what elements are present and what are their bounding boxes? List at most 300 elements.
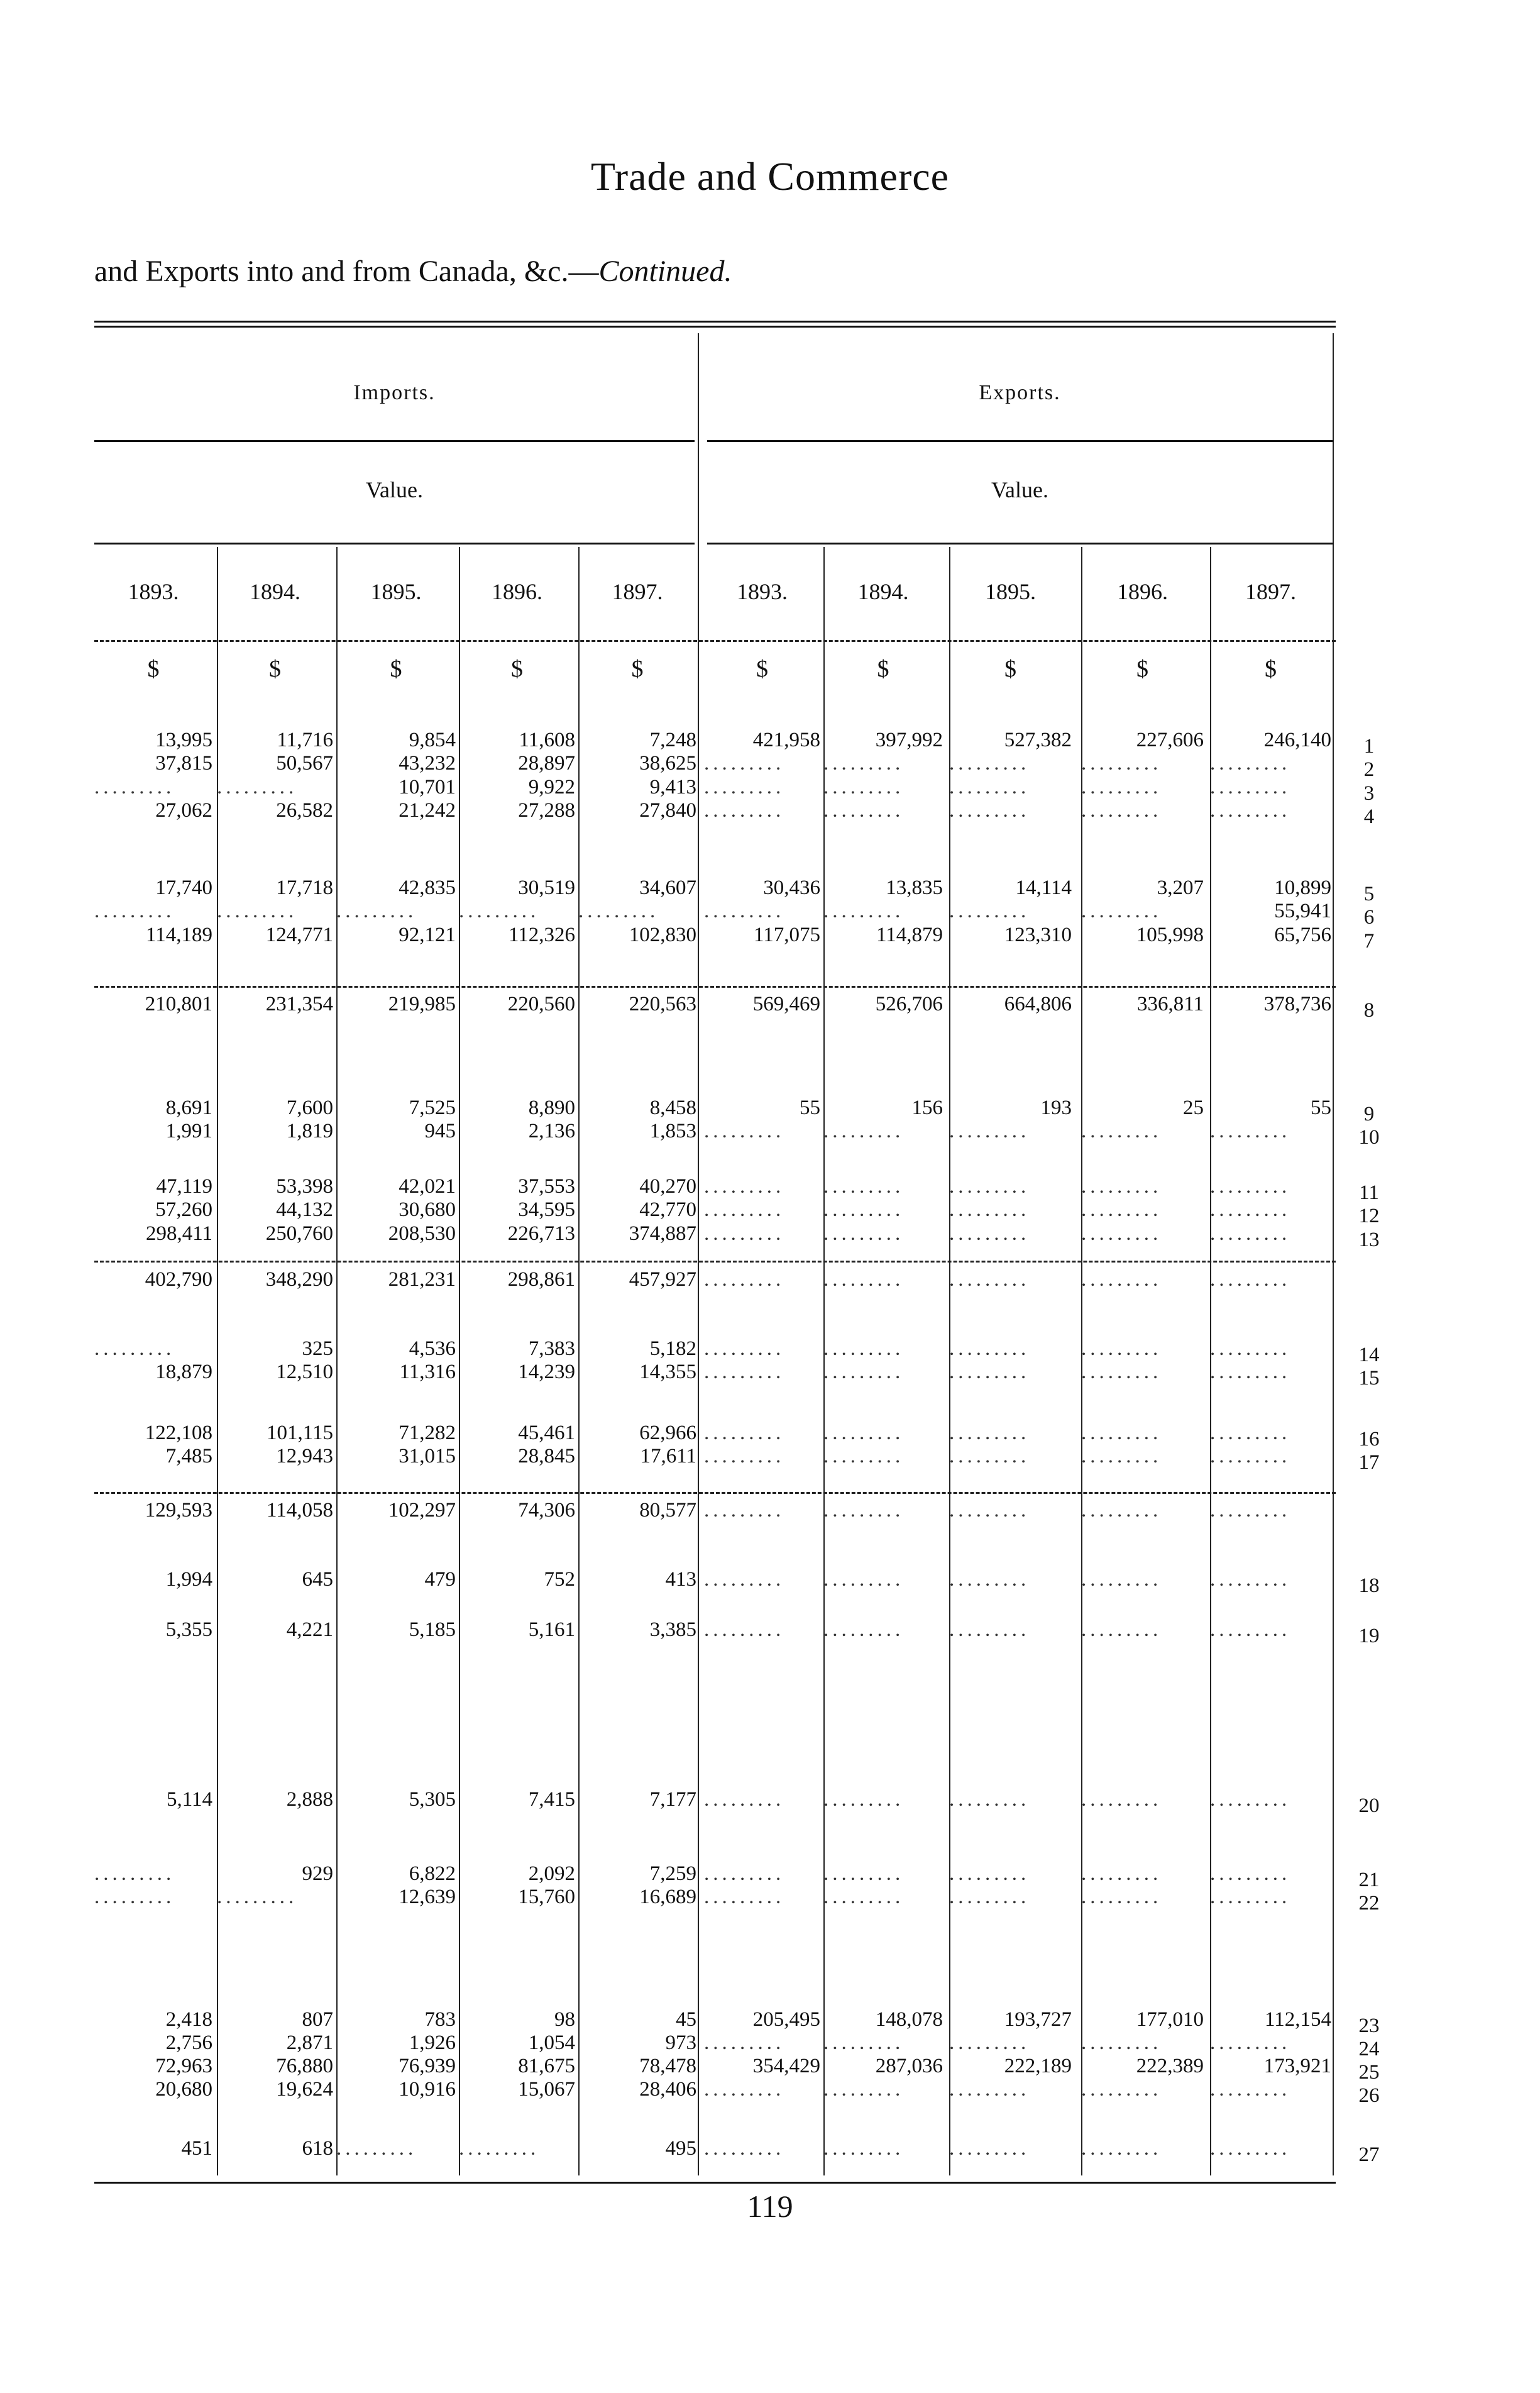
table-cell: 526,706 — [875, 993, 943, 1015]
leader-dots: ......... — [1081, 1120, 1162, 1142]
table-cell: 8,458 — [649, 1097, 696, 1119]
leader-dots: ......... — [94, 1338, 175, 1359]
table-cell: 28,406 — [639, 2079, 696, 2100]
table-cell: 205,495 — [752, 2009, 820, 2030]
leader-dots: ......... — [1081, 1422, 1162, 1444]
table-cell: 13,835 — [886, 877, 943, 898]
leader-dots: ......... — [949, 1863, 1030, 1884]
leader-dots: ......... — [949, 1569, 1030, 1590]
leader-dots: ......... — [704, 1886, 785, 1908]
subtitle-continued: Continued. — [598, 255, 732, 288]
leader-dots: ......... — [217, 900, 298, 922]
table-cell: 3,207 — [1157, 877, 1204, 898]
table-cell: 7,248 — [649, 729, 696, 751]
leader-dots: ......... — [704, 1269, 785, 1290]
table-cell: 402,790 — [145, 1269, 212, 1290]
leader-dots: ......... — [1210, 1199, 1291, 1220]
rule — [94, 326, 1336, 328]
leader-dots: ......... — [704, 1176, 785, 1197]
currency-symbol: $ — [147, 656, 160, 682]
leader-dots: ......... — [823, 1199, 905, 1220]
leader-dots: ......... — [1210, 1361, 1291, 1383]
leader-dots: ......... — [949, 1445, 1030, 1467]
leader-dots: ......... — [949, 753, 1030, 774]
leader-dots: ......... — [1081, 1199, 1162, 1220]
table-cell: 495 — [665, 2138, 696, 2159]
leader-dots: ......... — [823, 1500, 905, 1521]
leader-dots: ......... — [949, 776, 1030, 798]
table-cell: 47,119 — [156, 1176, 212, 1197]
leader-dots: ......... — [704, 1789, 785, 1810]
year-header: 1897. — [612, 579, 663, 604]
leader-dots: ......... — [217, 1886, 298, 1908]
table-cell: 1,819 — [286, 1120, 333, 1142]
table-cell: 81,675 — [518, 2055, 575, 2077]
rule — [94, 986, 1336, 988]
table-cell: 55,941 — [1274, 900, 1331, 922]
table-cell: 413 — [665, 1569, 696, 1590]
table-cell: 31,015 — [399, 1445, 456, 1467]
table-cell: 112,326 — [508, 924, 575, 946]
table-cell: 28,897 — [518, 753, 575, 774]
currency-symbol: $ — [1136, 656, 1148, 682]
leader-dots: ......... — [949, 1789, 1030, 1810]
table-cell: 34,607 — [639, 877, 696, 898]
table-cell: 102,297 — [388, 1500, 456, 1521]
table-cell: 114,058 — [266, 1500, 333, 1521]
leader-dots: ......... — [1210, 1445, 1291, 1467]
table-cell: 34,595 — [518, 1199, 575, 1220]
table-cell: 7,525 — [409, 1097, 456, 1119]
table-cell: 17,718 — [276, 877, 333, 898]
table-cell: 4,221 — [286, 1619, 333, 1640]
leader-dots: ......... — [1210, 1619, 1291, 1640]
leader-dots: ......... — [949, 1361, 1030, 1383]
rule — [94, 440, 695, 442]
leader-dots: ......... — [949, 1199, 1030, 1220]
leader-dots: ......... — [1081, 753, 1162, 774]
table-cell: 5,161 — [528, 1619, 575, 1640]
table-cell: 10,916 — [399, 2079, 456, 2100]
imports-value-heading: Value. — [366, 477, 423, 502]
table-cell: 53,398 — [276, 1176, 333, 1197]
leader-dots: ......... — [1081, 1269, 1162, 1290]
leader-dots: ......... — [823, 2032, 905, 2053]
table-cell: 5,114 — [166, 1789, 212, 1810]
table-cell: 156 — [911, 1097, 943, 1119]
leader-dots: ......... — [1081, 900, 1162, 922]
row-number: 22 — [1358, 1892, 1380, 1915]
row-number: 27 — [1358, 2143, 1380, 2166]
table-cell: 76,939 — [399, 2055, 456, 2077]
table-cell: 17,611 — [640, 1445, 696, 1467]
table-cell: 208,530 — [388, 1223, 456, 1244]
table-cell: 374,887 — [629, 1223, 696, 1244]
currency-symbol: $ — [631, 656, 644, 682]
table-cell: 16,689 — [639, 1886, 696, 1908]
year-header: 1893. — [737, 579, 788, 604]
row-number: 26 — [1358, 2084, 1380, 2107]
table-cell: 2,136 — [528, 1120, 575, 1142]
leader-dots: ......... — [949, 1120, 1030, 1142]
row-number: 8 — [1363, 999, 1375, 1022]
row-number: 2 — [1363, 758, 1375, 781]
leader-dots: ......... — [823, 1176, 905, 1197]
table-cell: 173,921 — [1263, 2055, 1331, 2077]
table-cell: 74,306 — [518, 1500, 575, 1521]
leader-dots: ......... — [949, 1500, 1030, 1521]
table-cell: 348,290 — [265, 1269, 333, 1290]
table-cell: 129,593 — [145, 1500, 212, 1521]
currency-symbol: $ — [756, 656, 768, 682]
leader-dots: ......... — [949, 800, 1030, 821]
leader-dots: ......... — [1210, 2032, 1291, 2053]
table-cell: 5,182 — [649, 1338, 696, 1359]
leader-dots: ......... — [949, 1176, 1030, 1197]
column-rule — [698, 333, 699, 2175]
table-cell: 752 — [544, 1569, 575, 1590]
table-cell: 479 — [424, 1569, 456, 1590]
table-cell: 21,242 — [399, 800, 456, 821]
leader-dots: ......... — [823, 2138, 905, 2159]
table-cell: 193 — [1040, 1097, 1072, 1119]
table-cell: 40,270 — [639, 1176, 696, 1197]
leader-dots: ......... — [1081, 1569, 1162, 1590]
leader-dots: ......... — [1210, 1422, 1291, 1444]
year-header: 1897. — [1245, 579, 1296, 604]
leader-dots: ......... — [704, 1361, 785, 1383]
table-cell: 1,991 — [165, 1120, 212, 1142]
table-cell: 2,871 — [286, 2032, 333, 2053]
table-cell: 62,966 — [639, 1422, 696, 1444]
table-cell: 2,418 — [165, 2009, 212, 2030]
table-cell: 222,189 — [1004, 2055, 1072, 2077]
table-cell: 527,382 — [1004, 729, 1072, 751]
table-cell: 421,958 — [752, 729, 820, 751]
table-cell: 7,177 — [649, 1789, 696, 1810]
table-cell: 287,036 — [875, 2055, 943, 2077]
table-cell: 15,760 — [518, 1886, 575, 1908]
table-cell: 37,553 — [518, 1176, 575, 1197]
table-cell: 50,567 — [276, 753, 333, 774]
leader-dots: ......... — [823, 1361, 905, 1383]
leader-dots: ......... — [1081, 800, 1162, 821]
table-cell: 37,815 — [155, 753, 212, 774]
row-number: 14 — [1358, 1344, 1380, 1366]
table-cell: 973 — [665, 2032, 696, 2053]
row-number: 19 — [1358, 1625, 1380, 1647]
table-cell: 42,021 — [399, 1176, 456, 1197]
table-cell: 102,830 — [629, 924, 696, 946]
rule — [94, 543, 695, 544]
table-cell: 4,536 — [409, 1338, 456, 1359]
page-subtitle — [94, 254, 732, 289]
table-cell: 177,010 — [1136, 2009, 1204, 2030]
table-cell: 43,232 — [399, 753, 456, 774]
table-cell: 2,092 — [528, 1863, 575, 1884]
leader-dots: ......... — [704, 2032, 785, 2053]
leader-dots: ......... — [949, 1422, 1030, 1444]
table-cell: 298,411 — [145, 1223, 212, 1244]
subtitle-text: and Exports into and from Canada, &c.— — [94, 255, 599, 288]
table-cell: 117,075 — [753, 924, 820, 946]
table-cell: 5,355 — [165, 1619, 212, 1640]
table-cell: 25 — [1183, 1097, 1204, 1119]
row-number: 7 — [1363, 930, 1375, 953]
leader-dots: ......... — [1081, 1338, 1162, 1359]
row-number: 1 — [1363, 735, 1375, 758]
leader-dots: ......... — [949, 2079, 1030, 2100]
leader-dots: ......... — [949, 1338, 1030, 1359]
table-cell: 55 — [800, 1097, 820, 1119]
leader-dots: ......... — [823, 1569, 905, 1590]
table-cell: 98 — [554, 2009, 575, 2030]
leader-dots: ......... — [823, 1120, 905, 1142]
table-cell: 17,740 — [155, 877, 212, 898]
leader-dots: ......... — [1081, 1223, 1162, 1244]
year-header: 1896. — [1117, 579, 1168, 604]
table-cell: 14,114 — [1015, 877, 1072, 898]
table-cell: 71,282 — [399, 1422, 456, 1444]
table-cell: 112,154 — [1264, 2009, 1331, 2030]
table-cell: 220,560 — [507, 993, 575, 1015]
exports-heading: Exports. — [979, 381, 1061, 404]
leader-dots: ......... — [459, 2138, 540, 2159]
leader-dots: ......... — [1210, 800, 1291, 821]
leader-dots: ......... — [94, 900, 175, 922]
rule — [94, 1492, 1336, 1494]
leader-dots: ......... — [704, 1445, 785, 1467]
leader-dots: ......... — [578, 900, 659, 922]
year-header: 1895. — [370, 579, 422, 604]
table-cell: 10,701 — [399, 776, 456, 798]
row-number: 6 — [1363, 906, 1375, 929]
table-cell: 148,078 — [875, 2009, 943, 2030]
leader-dots: ......... — [1081, 2079, 1162, 2100]
year-header: 1894. — [857, 579, 909, 604]
leader-dots: ......... — [704, 1500, 785, 1521]
leader-dots: ......... — [949, 1619, 1030, 1640]
table-cell: 30,436 — [763, 877, 820, 898]
table-cell: 3,385 — [649, 1619, 696, 1640]
leader-dots: ......... — [1081, 2032, 1162, 2053]
table-cell: 618 — [302, 2138, 333, 2159]
table-cell: 325 — [302, 1338, 333, 1359]
table-cell: 945 — [424, 1120, 456, 1142]
table-cell: 1,054 — [528, 2032, 575, 2053]
leader-dots: ......... — [1210, 1338, 1291, 1359]
table-cell: 7,415 — [528, 1789, 575, 1810]
table-cell: 7,485 — [165, 1445, 212, 1467]
table-cell: 76,880 — [276, 2055, 333, 2077]
leader-dots: ......... — [704, 1569, 785, 1590]
leader-dots: ......... — [704, 800, 785, 821]
table-cell: 42,770 — [639, 1199, 696, 1220]
leader-dots: ......... — [704, 1338, 785, 1359]
table-cell: 2,756 — [165, 2032, 212, 2053]
table-cell: 92,121 — [399, 924, 456, 946]
table-cell: 57,260 — [155, 1199, 212, 1220]
rule — [707, 543, 1333, 544]
row-number: 23 — [1358, 2014, 1380, 2037]
table-cell: 19,624 — [276, 2079, 333, 2100]
row-number: 5 — [1363, 883, 1375, 905]
leader-dots: ......... — [94, 776, 175, 798]
table-cell: 122,108 — [145, 1422, 212, 1444]
row-number: 9 — [1363, 1103, 1375, 1125]
leader-dots: ......... — [1210, 1569, 1291, 1590]
table-cell: 219,985 — [388, 993, 456, 1015]
rule — [94, 640, 1336, 642]
row-number: 12 — [1358, 1205, 1380, 1227]
table-cell: 114,879 — [876, 924, 943, 946]
table-cell: 72,963 — [155, 2055, 212, 2077]
leader-dots: ......... — [1081, 1886, 1162, 1908]
leader-dots: ......... — [1081, 1789, 1162, 1810]
leader-dots: ......... — [704, 2138, 785, 2159]
leader-dots: ......... — [704, 1863, 785, 1884]
leader-dots: ......... — [336, 900, 417, 922]
row-number: 4 — [1363, 805, 1375, 828]
table-cell: 1,926 — [409, 2032, 456, 2053]
table-cell: 18,879 — [155, 1361, 212, 1383]
leader-dots: ......... — [1081, 1500, 1162, 1521]
table-cell: 645 — [302, 1569, 333, 1590]
table-cell: 929 — [302, 1863, 333, 1884]
rule — [94, 321, 1336, 323]
leader-dots: ......... — [1210, 2138, 1291, 2159]
leader-dots: ......... — [823, 1445, 905, 1467]
leader-dots: ......... — [823, 1269, 905, 1290]
row-number: 13 — [1358, 1229, 1380, 1251]
leader-dots: ......... — [823, 753, 905, 774]
leader-dots: ......... — [1210, 1120, 1291, 1142]
table-cell: 354,429 — [752, 2055, 820, 2077]
table-cell: 250,760 — [265, 1223, 333, 1244]
table-cell: 298,861 — [507, 1269, 575, 1290]
table-cell: 13,995 — [155, 729, 212, 751]
table-cell: 664,806 — [1004, 993, 1072, 1015]
row-number: 11 — [1359, 1181, 1379, 1204]
table-cell: 27,840 — [639, 800, 696, 821]
leader-dots: ......... — [1210, 1886, 1291, 1908]
table-cell: 1,994 — [165, 1569, 212, 1590]
table-cell: 336,811 — [1136, 993, 1204, 1015]
row-number: 16 — [1358, 1428, 1380, 1451]
table-cell: 807 — [302, 2009, 333, 2030]
table-cell: 30,680 — [399, 1199, 456, 1220]
table-cell: 101,115 — [266, 1422, 333, 1444]
leader-dots: ......... — [1081, 1176, 1162, 1197]
leader-dots: ......... — [1081, 1619, 1162, 1640]
table-cell: 5,185 — [409, 1619, 456, 1640]
table-cell: 457,927 — [629, 1269, 696, 1290]
table-cell: 222,389 — [1136, 2055, 1204, 2077]
leader-dots: ......... — [459, 900, 540, 922]
currency-symbol: $ — [511, 656, 523, 682]
leader-dots: ......... — [949, 1269, 1030, 1290]
page-title: Trade and Commerce — [590, 154, 950, 199]
leader-dots: ......... — [1210, 753, 1291, 774]
year-header: 1895. — [985, 579, 1036, 604]
table-cell: 11,716 — [277, 729, 333, 751]
currency-symbol: $ — [390, 656, 402, 682]
table-cell: 12,510 — [276, 1361, 333, 1383]
leader-dots: ......... — [1210, 1223, 1291, 1244]
table-cell: 14,239 — [518, 1361, 575, 1383]
table-cell: 15,067 — [518, 2079, 575, 2100]
table-cell: 783 — [424, 2009, 456, 2030]
table-cell: 45,461 — [518, 1422, 575, 1444]
leader-dots: ......... — [1210, 776, 1291, 798]
row-number: 24 — [1358, 2038, 1380, 2060]
table-cell: 397,992 — [875, 729, 943, 751]
row-number: 15 — [1358, 1367, 1380, 1390]
leader-dots: ......... — [704, 1199, 785, 1220]
table-cell: 281,231 — [388, 1269, 456, 1290]
table-cell: 451 — [181, 2138, 212, 2159]
leader-dots: ......... — [1081, 1863, 1162, 1884]
rule — [707, 440, 1333, 442]
leader-dots: ......... — [704, 1619, 785, 1640]
table-cell: 210,801 — [145, 993, 212, 1015]
leader-dots: ......... — [704, 900, 785, 922]
leader-dots: ......... — [949, 900, 1030, 922]
row-number: 10 — [1358, 1126, 1380, 1149]
leader-dots: ......... — [94, 1863, 175, 1884]
leader-dots: ......... — [704, 753, 785, 774]
leader-dots: ......... — [1081, 776, 1162, 798]
table-cell: 10,899 — [1274, 877, 1331, 898]
leader-dots: ......... — [823, 1619, 905, 1640]
table-cell: 569,469 — [752, 993, 820, 1015]
leader-dots: ......... — [1081, 1445, 1162, 1467]
table-cell: 5,305 — [409, 1789, 456, 1810]
leader-dots: ......... — [949, 1223, 1030, 1244]
table-cell: 7,600 — [286, 1097, 333, 1119]
table-cell: 1,853 — [649, 1120, 696, 1142]
leader-dots: ......... — [949, 2138, 1030, 2159]
year-header: 1894. — [250, 579, 300, 604]
table-cell: 9,922 — [528, 776, 575, 798]
table-cell: 80,577 — [639, 1500, 696, 1521]
leader-dots: ......... — [704, 1223, 785, 1244]
leader-dots: ......... — [823, 776, 905, 798]
leader-dots: ......... — [94, 1886, 175, 1908]
table-cell: 105,998 — [1136, 924, 1204, 946]
row-number: 20 — [1358, 1794, 1380, 1817]
leader-dots: ......... — [1081, 1361, 1162, 1383]
table-cell: 6,822 — [409, 1863, 456, 1884]
table-cell: 378,736 — [1263, 993, 1331, 1015]
leader-dots: ......... — [823, 900, 905, 922]
column-rule — [1333, 333, 1334, 2175]
leader-dots: ......... — [336, 2138, 417, 2159]
table-cell: 226,713 — [507, 1223, 575, 1244]
leader-dots: ......... — [823, 1863, 905, 1884]
currency-symbol: $ — [1004, 656, 1016, 682]
table-cell: 28,845 — [518, 1445, 575, 1467]
table-cell: 246,140 — [1263, 729, 1331, 751]
leader-dots: ......... — [823, 800, 905, 821]
imports-heading: Imports. — [353, 381, 436, 404]
leader-dots: ......... — [823, 1886, 905, 1908]
leader-dots: ......... — [949, 2032, 1030, 2053]
currency-symbol: $ — [877, 656, 889, 682]
leader-dots: ......... — [1210, 1176, 1291, 1197]
leader-dots: ......... — [704, 1120, 785, 1142]
table-cell: 38,625 — [639, 753, 696, 774]
